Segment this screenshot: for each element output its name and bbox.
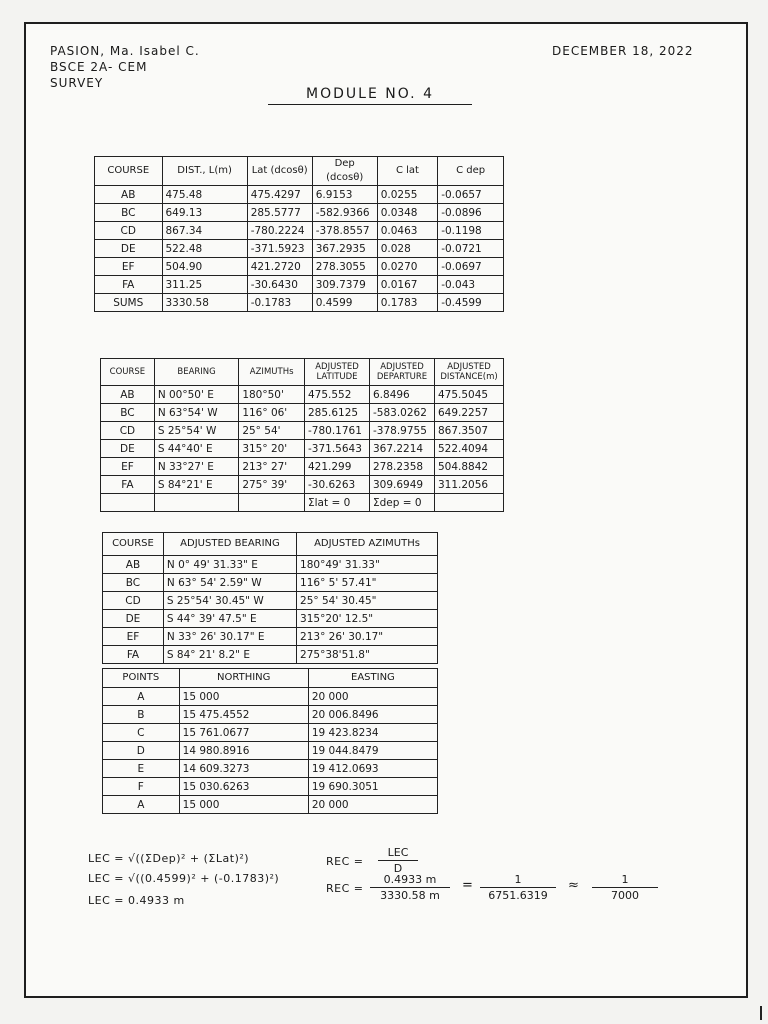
cell-course: FA (95, 276, 163, 294)
cell-course: BC (95, 204, 163, 222)
cell-correction-dep: -0.0896 (438, 204, 504, 222)
rec-fraction-rounded (592, 873, 658, 902)
cell-correction-dep: -0.1198 (438, 222, 504, 240)
col-correction-lat: C lat (377, 157, 438, 186)
rec-fraction-values (370, 873, 450, 902)
cell-adjusted-azimuth: 213° 26' 30.17" (297, 628, 438, 646)
table-row (103, 778, 438, 796)
lec-formula: LEC = √((ΣDep)² + (ΣLat)²) (88, 852, 250, 865)
cell-latitude: -371.5923 (247, 240, 312, 258)
cell-latitude: -0.1783 (247, 294, 312, 312)
table-row (101, 494, 504, 512)
cell-adjusted-departure: 6.8496 (370, 386, 435, 404)
table-row (103, 574, 438, 592)
cell-point: F (103, 778, 180, 796)
cell-easting: 20 006.8496 (308, 706, 437, 724)
cell-point: A (103, 796, 180, 814)
page-edge-mark (760, 1006, 762, 1020)
latitude-departure-table (94, 156, 504, 312)
col-bearing: BEARING (154, 359, 239, 386)
cell-distance: 3330.58 (162, 294, 247, 312)
cell-adjusted-latitude: 421.299 (305, 458, 370, 476)
cell-departure: 367.2935 (312, 240, 377, 258)
cell-easting: 19 423.8234 (308, 724, 437, 742)
table-header-row (101, 359, 504, 386)
rec-denominator: D (393, 862, 403, 875)
table-header-row (103, 669, 438, 688)
cell-adjusted-latitude: -30.6263 (305, 476, 370, 494)
cell-correction-lat: 0.0255 (377, 186, 438, 204)
table-row (103, 760, 438, 778)
col-azimuth: AZIMUTHs (239, 359, 305, 386)
cell-adjusted-bearing: N 33° 26' 30.17" E (163, 628, 296, 646)
cell-bearing: S 25°54' W (154, 422, 239, 440)
table-row (101, 422, 504, 440)
fraction-bar (370, 887, 450, 888)
cell-course: BC (101, 404, 155, 422)
cell-adjusted-distance: 311.2056 (435, 476, 504, 494)
table-row (101, 476, 504, 494)
table-row (103, 688, 438, 706)
col-departure: Dep (dcosθ) (312, 157, 377, 186)
cell-easting: 19 690.3051 (308, 778, 437, 796)
rec-numerator: 0.4933 m (383, 873, 437, 886)
cell-point: C (103, 724, 180, 742)
cell-easting: 20 000 (308, 688, 437, 706)
rec-numerator: 1 (514, 873, 522, 886)
cell-bearing: N 00°50' E (154, 386, 239, 404)
cell-correction-dep: -0.0721 (438, 240, 504, 258)
cell-bearing: S 44°40' E (154, 440, 239, 458)
cell-adjusted-azimuth: 315°20' 12.5" (297, 610, 438, 628)
col-adjusted-departure: ADJUSTED DEPARTURE (370, 359, 435, 386)
cell-distance: 522.48 (162, 240, 247, 258)
table-body (103, 556, 438, 664)
cell-northing: 15 030.6263 (179, 778, 308, 796)
cell-adjusted-distance: 867.3507 (435, 422, 504, 440)
rec-fraction-ratio (480, 873, 556, 902)
col-course: COURSE (101, 359, 155, 386)
cell-course: AB (101, 386, 155, 404)
table-row (103, 592, 438, 610)
table-row (95, 222, 504, 240)
table-row (103, 610, 438, 628)
cell-course: EF (95, 258, 163, 276)
cell-correction-dep: -0.0657 (438, 186, 504, 204)
cell-adjusted-bearing: N 63° 54' 2.59" W (163, 574, 296, 592)
cell-departure: -582.9366 (312, 204, 377, 222)
cell-latitude: 421.2720 (247, 258, 312, 276)
cell-course (101, 494, 155, 512)
table-body (95, 186, 504, 312)
cell-adjusted-azimuth: 275°38'51.8" (297, 646, 438, 664)
cell-azimuth: 180°50' (239, 386, 305, 404)
cell-correction-dep: -0.0697 (438, 258, 504, 276)
table-body (103, 688, 438, 814)
table-row (101, 386, 504, 404)
cell-adjusted-azimuth: 180°49' 31.33" (297, 556, 438, 574)
approx-sign: ≈ (568, 878, 579, 893)
cell-northing: 14 609.3273 (179, 760, 308, 778)
col-easting: EASTING (308, 669, 437, 688)
rec-fraction-definition (378, 846, 418, 875)
cell-bearing (154, 494, 239, 512)
table-row (101, 404, 504, 422)
cell-adjusted-departure: 309.6949 (370, 476, 435, 494)
cell-adjusted-bearing: S 44° 39' 47.5" E (163, 610, 296, 628)
cell-easting: 19 044.8479 (308, 742, 437, 760)
cell-adjusted-bearing: S 25°54' 30.45" W (163, 592, 296, 610)
cell-adjusted-bearing: S 84° 21' 8.2" E (163, 646, 296, 664)
cell-adjusted-distance (435, 494, 504, 512)
col-course: COURSE (95, 157, 163, 186)
cell-distance: 475.48 (162, 186, 247, 204)
student-section: BSCE 2A- CEM (50, 60, 148, 74)
cell-adjusted-latitude: -780.1761 (305, 422, 370, 440)
cell-correction-dep: -0.4599 (438, 294, 504, 312)
cell-azimuth: 315° 20' (239, 440, 305, 458)
cell-course: CD (103, 592, 164, 610)
col-adjusted-latitude: ADJUSTED LATITUDE (305, 359, 370, 386)
cell-adjusted-distance: 522.4094 (435, 440, 504, 458)
cell-adjusted-latitude: 285.6125 (305, 404, 370, 422)
cell-course: CD (101, 422, 155, 440)
table-row (95, 294, 504, 312)
cell-course: AB (95, 186, 163, 204)
col-course: COURSE (103, 533, 164, 556)
fraction-bar (378, 860, 418, 861)
cell-course: BC (103, 574, 164, 592)
cell-departure: 309.7379 (312, 276, 377, 294)
cell-point: D (103, 742, 180, 760)
col-adjusted-distance: ADJUSTED DISTANCE(m) (435, 359, 504, 386)
cell-correction-dep: -0.043 (438, 276, 504, 294)
table-row (103, 724, 438, 742)
cell-course: AB (103, 556, 164, 574)
cell-latitude: 475.4297 (247, 186, 312, 204)
cell-azimuth: 275° 39' (239, 476, 305, 494)
rec-denominator: 7000 (611, 889, 639, 902)
table-row (95, 240, 504, 258)
cell-correction-lat: 0.0270 (377, 258, 438, 276)
cell-course: DE (101, 440, 155, 458)
cell-course: DE (95, 240, 163, 258)
table-row (103, 706, 438, 724)
cell-distance: 867.34 (162, 222, 247, 240)
student-name: PASION, Ma. Isabel C. (50, 44, 200, 58)
cell-course: FA (101, 476, 155, 494)
fraction-bar (592, 887, 658, 888)
cell-bearing: N 33°27' E (154, 458, 239, 476)
cell-point: B (103, 706, 180, 724)
rec-numerator: LEC (387, 846, 409, 859)
cell-northing: 15 761.0677 (179, 724, 308, 742)
cell-correction-lat: 0.1783 (377, 294, 438, 312)
cell-departure: 278.3055 (312, 258, 377, 276)
col-adjusted-azimuth: ADJUSTED AZIMUTHs (297, 533, 438, 556)
cell-adjusted-distance: 649.2257 (435, 404, 504, 422)
rec-denominator: 3330.58 m (380, 889, 440, 902)
cell-course: DE (103, 610, 164, 628)
rec-label: REC = (326, 855, 364, 868)
subject: SURVEY (50, 76, 104, 90)
cell-adjusted-departure: -378.9755 (370, 422, 435, 440)
cell-correction-lat: 0.0463 (377, 222, 438, 240)
cell-northing: 14 980.8916 (179, 742, 308, 760)
table-row (103, 646, 438, 664)
cell-easting: 20 000 (308, 796, 437, 814)
cell-azimuth: 25° 54' (239, 422, 305, 440)
table-row (95, 258, 504, 276)
col-latitude: Lat (dcosθ) (247, 157, 312, 186)
col-correction-dep: C dep (438, 157, 504, 186)
cell-departure: -378.8557 (312, 222, 377, 240)
cell-departure: 6.9153 (312, 186, 377, 204)
table-row (103, 556, 438, 574)
cell-adjusted-latitude: -371.5643 (305, 440, 370, 458)
cell-distance: 649.13 (162, 204, 247, 222)
cell-northing: 15 000 (179, 688, 308, 706)
cell-adjusted-latitude: 475.552 (305, 386, 370, 404)
rec-denominator: 6751.6319 (488, 889, 548, 902)
table-header-row (103, 533, 438, 556)
cell-course: CD (95, 222, 163, 240)
cell-latitude: -780.2224 (247, 222, 312, 240)
adjusted-values-table (100, 358, 504, 512)
rec-numerator: 1 (621, 873, 629, 886)
table-row (103, 796, 438, 814)
equals-sign: = (462, 878, 473, 893)
cell-adjusted-distance: 475.5045 (435, 386, 504, 404)
cell-adjusted-distance: 504.8842 (435, 458, 504, 476)
table-row (101, 458, 504, 476)
col-points: POINTS (103, 669, 180, 688)
cell-distance: 504.90 (162, 258, 247, 276)
cell-latitude: 285.5777 (247, 204, 312, 222)
cell-bearing: S 84°21' E (154, 476, 239, 494)
cell-correction-lat: 0.0348 (377, 204, 438, 222)
col-adjusted-bearing: ADJUSTED BEARING (163, 533, 296, 556)
table-row (101, 440, 504, 458)
module-title: MODULE NO. 4 (268, 86, 472, 105)
cell-adjusted-bearing: N 0° 49' 31.33" E (163, 556, 296, 574)
table-row (103, 742, 438, 760)
coordinates-table (102, 668, 438, 814)
date: DECEMBER 18, 2022 (552, 44, 694, 58)
lec-result: LEC = 0.4933 m (88, 894, 185, 907)
cell-correction-lat: 0.0167 (377, 276, 438, 294)
cell-course: SUMS (95, 294, 163, 312)
cell-azimuth (239, 494, 305, 512)
lec-substitution: LEC = √((0.4599)² + (-0.1783)²) (88, 872, 280, 885)
cell-easting: 19 412.0693 (308, 760, 437, 778)
cell-correction-lat: 0.028 (377, 240, 438, 258)
cell-adjusted-departure: -583.0262 (370, 404, 435, 422)
table-row (95, 276, 504, 294)
cell-bearing: N 63°54' W (154, 404, 239, 422)
cell-departure: 0.4599 (312, 294, 377, 312)
table-row (95, 204, 504, 222)
cell-latitude: -30.6430 (247, 276, 312, 294)
cell-adjusted-latitude: Σlat = 0 (305, 494, 370, 512)
cell-distance: 311.25 (162, 276, 247, 294)
cell-azimuth: 213° 27' (239, 458, 305, 476)
adjusted-bearing-table (102, 532, 438, 664)
cell-adjusted-departure: Σdep = 0 (370, 494, 435, 512)
cell-northing: 15 475.4552 (179, 706, 308, 724)
cell-azimuth: 116° 06' (239, 404, 305, 422)
cell-adjusted-azimuth: 25° 54' 30.45" (297, 592, 438, 610)
cell-course: EF (103, 628, 164, 646)
cell-point: A (103, 688, 180, 706)
fraction-bar (480, 887, 556, 888)
cell-adjusted-departure: 367.2214 (370, 440, 435, 458)
cell-course: EF (101, 458, 155, 476)
rec-label-2: REC = (326, 882, 364, 895)
cell-course: FA (103, 646, 164, 664)
cell-adjusted-azimuth: 116° 5' 57.41" (297, 574, 438, 592)
table-row (103, 628, 438, 646)
table-header-row (95, 157, 504, 186)
col-distance: DIST., L(m) (162, 157, 247, 186)
cell-adjusted-departure: 278.2358 (370, 458, 435, 476)
col-northing: NORTHING (179, 669, 308, 688)
cell-northing: 15 000 (179, 796, 308, 814)
table-body (101, 386, 504, 512)
table-row (95, 186, 504, 204)
cell-point: E (103, 760, 180, 778)
